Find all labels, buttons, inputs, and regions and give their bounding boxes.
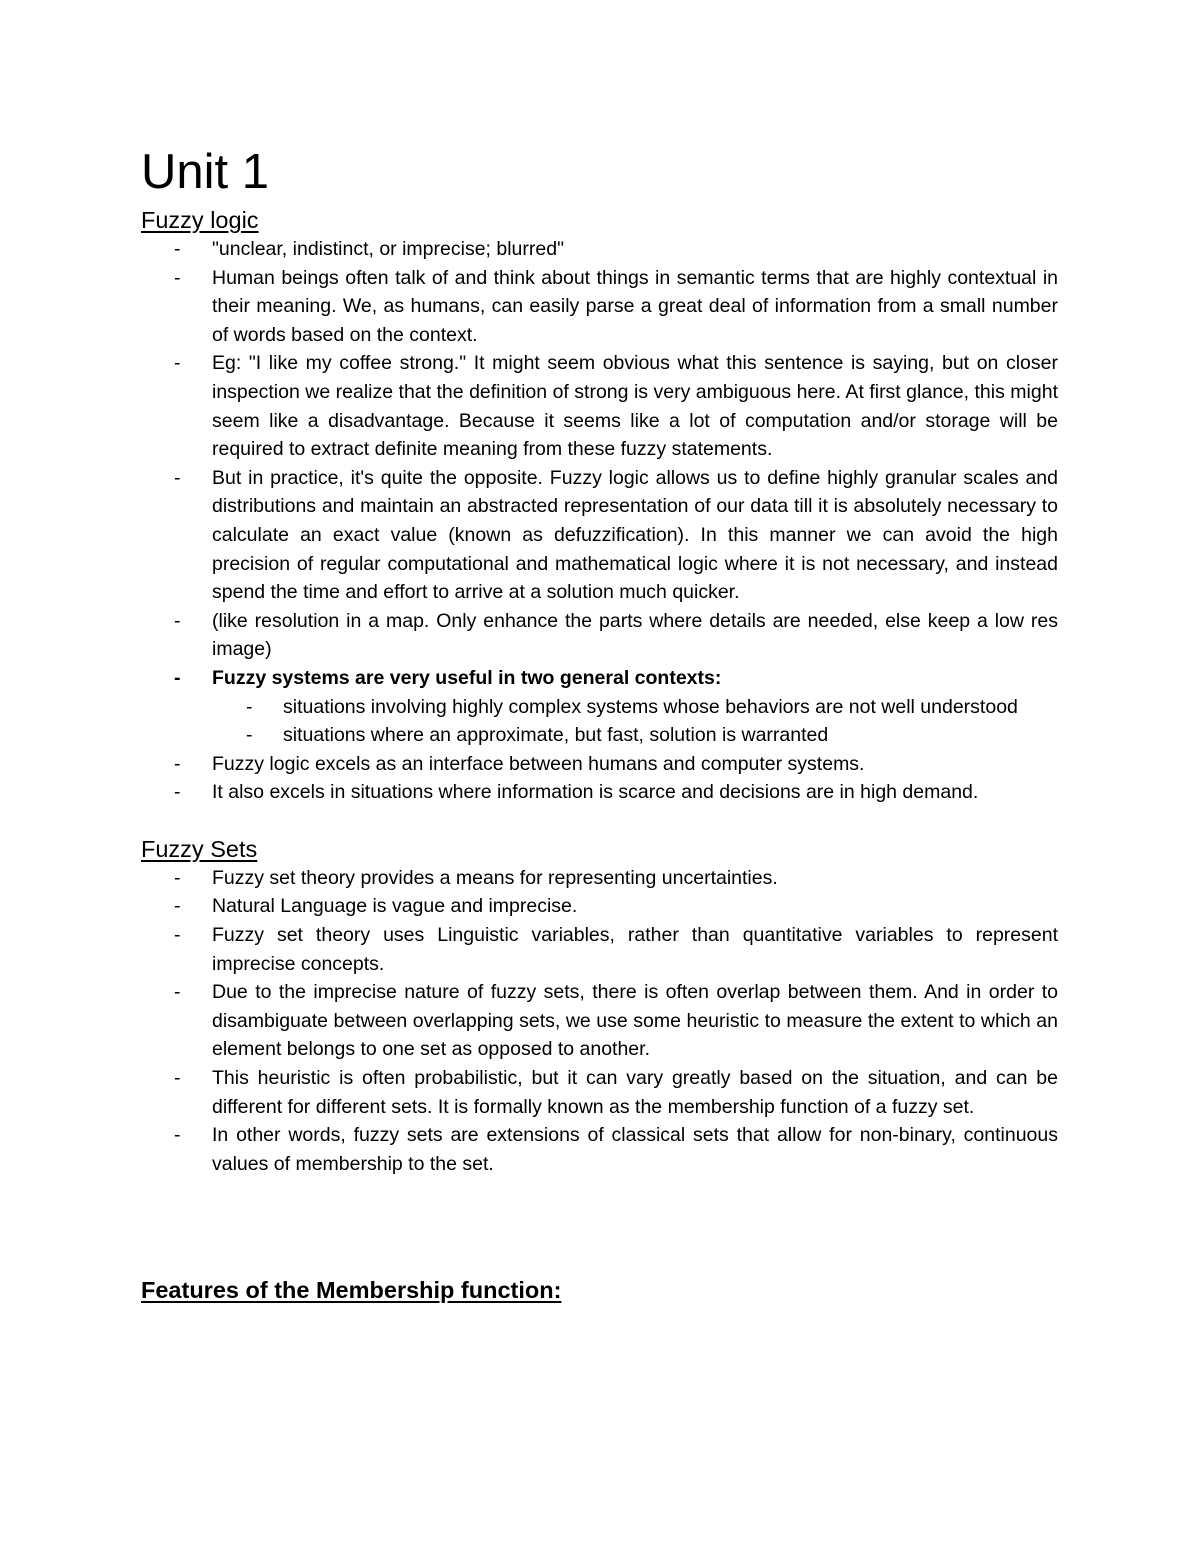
spacer <box>141 807 1058 834</box>
section-heading-fuzzy-logic: Fuzzy logic <box>141 207 259 233</box>
fuzzy-logic-list <box>141 235 1058 693</box>
section-fuzzy-sets <box>141 834 1058 1179</box>
section-membership-features <box>141 1275 1058 1305</box>
section-heading-fuzzy-sets: Fuzzy Sets <box>141 835 258 862</box>
fuzzy-logic-list-continued <box>141 750 1058 807</box>
list-item: - Fuzzy set theory provides a means for representing uncertainties. <box>141 864 1058 893</box>
list-item: - It also excels in situations where information is scarce and decisions are in high demand. <box>141 778 1058 807</box>
list-item: - (like resolution in a map. Only enhance the parts where details are needed, else keep a low res image) <box>141 607 1058 664</box>
list-item: - Fuzzy logic excels as an interface between humans and computer systems. <box>141 750 1058 779</box>
list-item: - This heuristic is often probabilistic, but it can vary greatly based on the situation, and can be different for different sets. It is formally known as the membership function of a fuzzy set. <box>141 1064 1058 1121</box>
section-heading-membership-features: Features of the Membership function: <box>141 1277 562 1304</box>
list-item: - Fuzzy set theory uses Linguistic variables, rather than quantitative variables to represent imprecise concepts. <box>141 921 1058 978</box>
fuzzy-contexts-sublist <box>212 693 1058 750</box>
fuzzy-sets-list <box>141 864 1058 1179</box>
sublist-item: - situations involving highly complex systems whose behaviors are not well understood <box>212 693 1058 722</box>
list-item-bold: - Fuzzy systems are very useful in two general contexts: <box>141 664 1058 693</box>
list-item: - But in practice, it's quite the opposite. Fuzzy logic allows us to define highly granular scales and distributions and maintain an abstracted representation of our data till it is absolutely necessary to calculate an exact value (known as defuzzification). In this manner we can avoid the high precision of regular computational and mathematical logic where it is not necessary, and instead spend the time and effort to arrive at a solution much quicker. <box>141 464 1058 607</box>
list-item: - Eg: "I like my coffee strong." It might seem obvious what this sentence is saying, but on closer inspection we realize that the definition of strong is very ambiguous here. At first glance, this might seem like a disadvantage. Because it seems like a lot of computation and/or storage will be required to extract definite meaning from these fuzzy statements. <box>141 349 1058 463</box>
list-item: - "unclear, indistinct, or imprecise; blurred" <box>141 235 1058 264</box>
document-title: Unit 1 <box>141 145 270 199</box>
document-page <box>141 140 1058 1305</box>
section-fuzzy-logic <box>141 205 1058 807</box>
sublist-item: - situations where an approximate, but fast, solution is warranted <box>212 721 1058 750</box>
list-item: - Due to the imprecise nature of fuzzy sets, there is often overlap between them. And in order to disambiguate between overlapping sets, we use some heuristic to measure the extent to which an element belongs to one set as opposed to another. <box>141 978 1058 1064</box>
list-item: - Natural Language is vague and imprecise. <box>141 892 1058 921</box>
list-item: - Human beings often talk of and think about things in semantic terms that are highly contextual in their meaning. We, as humans, can easily parse a great deal of information from a small number of words based on the context. <box>141 264 1058 350</box>
list-item: - In other words, fuzzy sets are extensions of classical sets that allow for non-binary, continuous values of membership to the set. <box>141 1121 1058 1178</box>
spacer <box>141 1178 1058 1275</box>
